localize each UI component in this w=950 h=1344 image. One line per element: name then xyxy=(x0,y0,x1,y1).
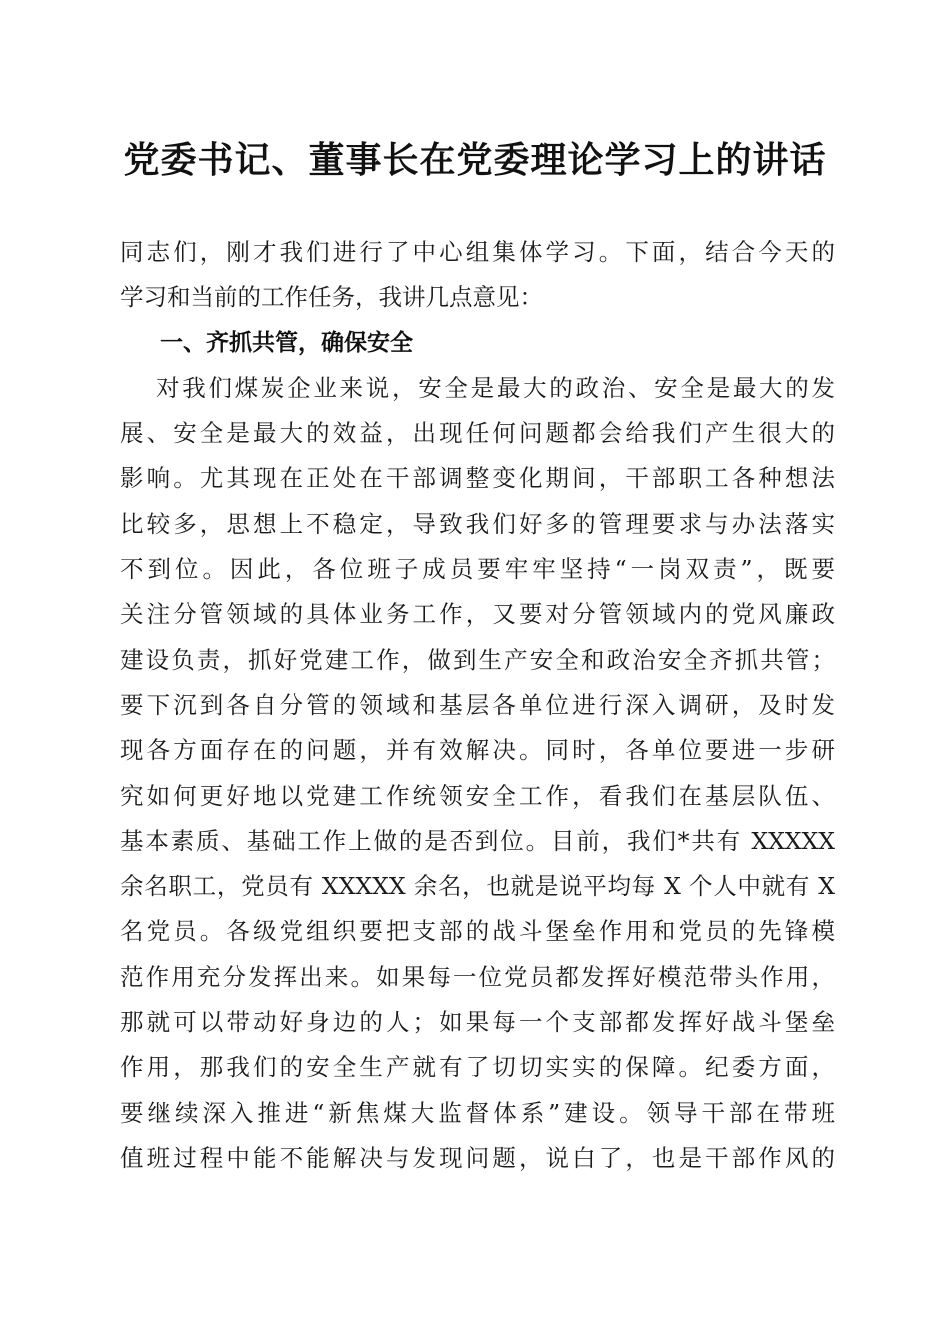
paragraph-line: 影响。尤其现在正处在干部调整变化期间，干部职工各种想法 xyxy=(120,464,835,493)
paragraph-line: 现各方面存在的问题，并有效解决。同时，各单位要进一步研 xyxy=(120,736,835,765)
paragraph-line: 基本素质、基础工作上做的是否到位。目前，我们*共有 XXXXX xyxy=(120,826,835,855)
paragraph-line: 建设负责，抓好党建工作，做到生产安全和政治安全齐抓共管； xyxy=(120,645,835,674)
paragraph-line: 值班过程中能不能解决与发现问题，说白了，也是干部作风的 xyxy=(120,1143,835,1172)
paragraph-line: 比较多，思想上不稳定，导致我们好多的管理要求与办法落实 xyxy=(120,509,835,538)
page-title: 党委书记、董事长在党委理论学习上的讲话 xyxy=(123,139,827,181)
paragraph-line: 那就可以带动好身边的人；如果每一个支部都发挥好战斗堡垒 xyxy=(120,1008,835,1037)
paragraph-line: 究如何更好地以党建工作统领安全工作，看我们在基层队伍、 xyxy=(120,781,835,810)
paragraph-line: 要继续深入推进“新焦煤大监督体系”建设。领导干部在带班 xyxy=(120,1098,835,1127)
intro-line-2: 学习和当前的工作任务，我讲几点意见： xyxy=(120,283,543,312)
speech-body xyxy=(120,230,835,1181)
section-heading: 一、齐抓共管，确保安全 xyxy=(160,329,413,356)
paragraph-line: 对我们煤炭企业来说，安全是最大的政治、安全是最大的发 xyxy=(156,373,835,402)
paragraph-line: 范作用充分发挥出来。如果每一位党员都发挥好模范带头作用， xyxy=(120,962,835,991)
paragraph-line: 余名职工，党员有 XXXXX 余名，也就是说平均每 X 个人中就有 X xyxy=(120,872,835,901)
intro-line-1: 同志们，刚才我们进行了中心组集体学习。下面，结合今天的 xyxy=(120,238,835,266)
paragraph-line: 作用，那我们的安全生产就有了切切实实的保障。纪委方面， xyxy=(120,1053,835,1082)
paragraph-line: 关注分管领域的具体业务工作，又要对分管领域内的党风廉政 xyxy=(120,600,835,629)
paragraph-line: 要下沉到各自分管的领域和基层各单位进行深入调研，及时发 xyxy=(120,690,835,719)
paragraph-line: 展、安全是最大的效益，出现任何问题都会给我们产生很大的 xyxy=(120,419,835,448)
paragraph-line: 不到位。因此，各位班子成员要牢牢坚持“一岗双责”，既要 xyxy=(120,555,835,584)
paragraph-line: 名党员。各级党组织要把支部的战斗堡垒作用和党员的先锋模 xyxy=(120,917,835,946)
